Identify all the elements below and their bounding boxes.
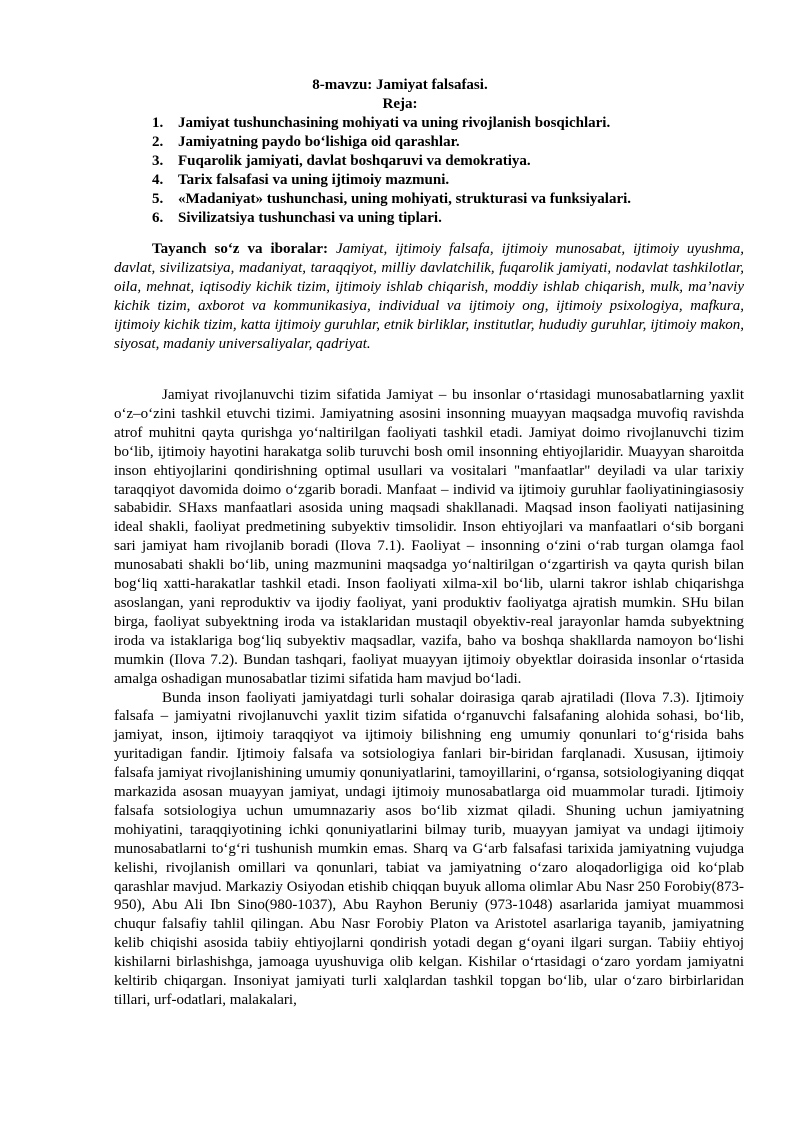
plan-item-number: 1.: [152, 115, 164, 131]
topic-title: 8-mavzu: Jamiyat falsafasi.: [312, 77, 488, 93]
plan-item: [152, 190, 732, 209]
plan-item-text: Sivilizatsiya tushunchasi va uning tiplari.: [178, 210, 442, 226]
keywords-label: Tayanch so‘z va iboralar:: [152, 241, 328, 257]
plan-item: [152, 209, 732, 228]
plan-title: Reja:: [382, 96, 418, 112]
plan-item-number: 5.: [152, 191, 164, 207]
plan-item-text: Fuqarolik jamiyati, davlat boshqaruvi va demokratiya.: [178, 153, 531, 169]
plan-item-number: 2.: [152, 134, 164, 150]
body-paragraph: Jamiyat rivojlanuvchi tizim sifatida Jamiyat – bu insonlar o‘rtasidagi munosabatlarning yaxlit o‘z–o‘zini tashkil etuvchi tizimi. Jamiyatning asosini insonning muayyan maqsadga muvofiq ravishda atrof muhitni qayta qurishga yo‘naltirilgan faoliyati tashkil etadi. Jamiyat doimo rivojlanuvchi tizim bo‘lib, ijtimoiy hayotini harakatga solib turuvchi bosh omil insonning ehtiyojlaridir. Muayyan sharoitda inson ehtiyojlarini qondirishning optimal usullari va vositalari "manfaatlar" deyiladi va ular tarixiy taraqqiyot davomida doimo o‘zgarib boradi. Manfaat – individ va ijtimoiy guruhlar faoliyatiningiasosiy sababidir. SHaxs manfaatlari asosida uning maqsadi shakllanadi. Maqsad inson faoliyati natijasining ideal shakli, faoliyat predmetining subyektiv timsolidir. Inson ehtiyojlari va manfaatlari o‘sib borgani sari jamiyat ham rivojlanib boradi (Ilova 7.1). Faoliyat – insonning o‘zini o‘rab turgan olamga faol munosabati shakli bo‘lib, uning mazmunini maqsadga yo‘naltirilgan o‘zgartirish va qayta qurish bilan bog‘liq xatti-harakatlar tashkil etadi. Inson faoliyati xilma-xil bo‘lib, ularni takror ishlab chiqarishga asoslangan, yani reproduktiv va ijodiy faoliyat, yani produktiv faoliyatga ajratish mumkin. SHu bilan birga, faoliyat subyektning iroda va istaklaridan mustaqil obyektiv-real jarayonlar hamda subyektning iroda va istaklariga bog‘liq subyektiv maqsadlar, vazifa, baho va boshqa shakllarda namoyon bo‘lishi mumkin (Ilova 7.2). Bundan tashqari, faoliyat muayyan ijtimoiy obyektlar doirasida insonlar o‘rtasida amalga oshadigan munosabatlar tizimi sifatida ham mavjud bo‘ladi.: [114, 387, 744, 687]
plan-item-number: 3.: [152, 153, 164, 169]
plan-item-text: Jamiyatning paydo bo‘lishiga oid qarashlar.: [178, 134, 460, 150]
plan-item-text: Jamiyat tushunchasining mohiyati va uning rivojlanish bosqichlari.: [178, 115, 611, 131]
plan-item-text: Tarix falsafasi va uning ijtimoiy mazmuni.: [178, 172, 450, 188]
body-paragraph: Bunda inson faoliyati jamiyatdagi turli sohalar doirasiga qarab ajratiladi (Ilova 7.3). Ijtimoiy falsafa – jamiyatni rivojlanuvchi yaxlit tizim sifatida o‘rganuvchi falsafaning alohida sohasi, bo‘lib, jamiyat, inson, ijtimoiy taraqqiyot va ijtimoiy bilishning eng umumiy qonunlari to‘g‘risida bahs yuritadigan fandir. Ijtimoiy falsafa va sotsiologiya fanlari bir-biridan farqlanadi. Xususan, ijtimoiy falsafa jamiyat rivojlanishining umumiy qonuniyatlarini, tamoyillarini, o‘rgansa, sotsiologiyaning diqqat markazida asosan muayyan jamiyat, undagi ijtimoiy munosabatlarga oid muammolar turadi. Ijtimoiy falsafa sotsiologiya uchun umumnazariy asos bo‘lib xizmat qiladi. Shuning uchun jamiyatning mohiyatini, taraqqiyotining ichki qonuniyatlarini bilmay turib, muayyan jamiyat va undagi ijtimoiy munosabatlarni to‘g‘ri tushunish mumkin emas. Sharq va G‘arb falsafasi tarixida jamiyatning vujudga kelishi, rivojlanish omillari va qonunlari, tabiat va jamiyatning o‘zaro aloqadorligiga oid ko‘plab qarashlar mavjud. Markaziy Osiyodan etishib chiqqan buyuk alloma olimlar Abu Nasr 250 Forobiy(873-950), Abu Ali Ibn Sino(980-1037), Abu Rayhon Beruniy (973-1048) asarlarida jamiyat muammosi chuqur falsafiy tahlil qilingan. Abu Nasr Forobiy Platon va Aristotel asarlariga tayanib, jamiyatning kelib chiqishi asosida tabiiy ehtiyojlarni qondirish yotadi degan g‘oyani ilgari surgan. Tabiiy ehtiyoj kishilarni birlashishga, jamoaga uyushuviga olib kelgan. Kishilar o‘rtasidagi o‘zaro yordam jamiyatni keltirib chiqargan. Insoniyat jamiyati turli xalqlardan tashkil topgan bo‘lib, ular o‘zaro birbirlaridan tillari, urf-odatlari, malakalari,: [114, 689, 744, 1008]
plan-item-number: 4.: [152, 172, 164, 188]
plan-item: [152, 171, 732, 190]
plan-item: [152, 133, 732, 152]
plan-list: [152, 114, 732, 228]
plan-item: [152, 114, 732, 133]
plan-item: [152, 152, 732, 171]
keywords-list: Jamiyat, ijtimoiy falsafa, ijtimoiy munosabat, ijtimoiy uyushma, davlat, sivilizatsiya, madaniyat, taraqqiyot, milliy davlatchilik, fuqarolik jamiyati, nodavlat tashkilotlar, oila, mehnat, iqtisodiy kichik tizim, ijtimoiy ishlab chiqarish, moddiy ishlab chiqarish, mulk, ma’naviy kichik tizim, axborot va kommunikasiya, individual va ijtimoiy ong, ijtimoiy psixologiya, mafkura, ijtimoiy kichik tizim, katta ijtimoiy guruhlar, etnik birliklar, institutlar, hududiy guruhlar, ijtimoiy makon, siyosat, madaniy universaliyalar, qadriyat.: [114, 241, 744, 352]
plan-item-text: «Madaniyat» tushunchasi, uning mohiyati, strukturasi va funksiyalari.: [178, 191, 632, 207]
keywords-paragraph: [114, 240, 744, 354]
body-text: [114, 386, 744, 1010]
plan-item-number: 6.: [152, 210, 164, 226]
